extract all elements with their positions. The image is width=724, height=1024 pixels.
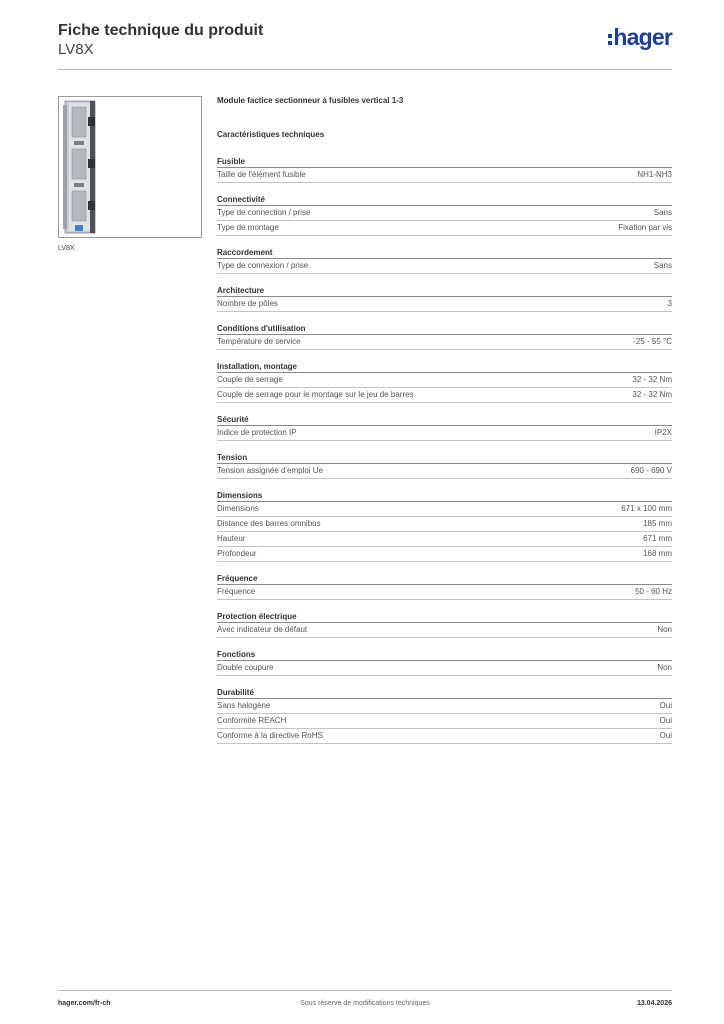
- spec-row: [217, 502, 672, 517]
- spec-value: Non: [657, 663, 672, 672]
- spec-value: 690 - 690 V: [630, 466, 672, 475]
- page-header: [58, 20, 672, 70]
- spec-row: [217, 297, 672, 312]
- spec-label: Type de montage: [217, 223, 279, 232]
- spec-label: Dimensions: [217, 504, 259, 513]
- spec-row: [217, 373, 672, 388]
- spec-row: [217, 714, 672, 729]
- spec-value: Fixation par vis: [618, 223, 672, 232]
- spec-value: Oui: [659, 716, 672, 725]
- spec-row: [217, 388, 672, 403]
- spec-value: 32 - 32 Nm: [632, 375, 672, 384]
- spec-value: 671 x 100 mm: [621, 504, 672, 513]
- spec-row: [217, 517, 672, 532]
- spec-row: [217, 206, 672, 221]
- spec-label: Conforme à la directive RoHS: [217, 731, 323, 740]
- spec-label: Profondeur: [217, 549, 257, 558]
- spec-label: Taille de l'élément fusible: [217, 170, 306, 179]
- spec-group: [217, 572, 672, 600]
- footer-website: hager.com/fr-ch: [58, 1000, 111, 1007]
- spec-value: Oui: [659, 731, 672, 740]
- spec-label: Avec indicateur de défaut: [217, 625, 308, 634]
- spec-group-title: Fréquence: [217, 572, 672, 585]
- spec-row: [217, 661, 672, 676]
- spec-value: 50 - 60 Hz: [635, 587, 672, 596]
- spec-group: [217, 489, 672, 562]
- spec-group: [217, 155, 672, 183]
- spec-row: [217, 547, 672, 562]
- product-name: Module factice sectionneur à fusibles vertical 1-3: [217, 96, 404, 105]
- spec-label: Indice de protection IP: [217, 428, 297, 437]
- spec-group-title: Dimensions: [217, 489, 672, 502]
- spec-group-title: Raccordement: [217, 246, 672, 259]
- spec-label: Double coupure: [217, 663, 274, 672]
- spec-label: Conformité REACH: [217, 716, 287, 725]
- footer-disclaimer: Sous réserve de modifications techniques: [300, 1000, 430, 1007]
- spec-label: Type de connexion / prise: [217, 261, 309, 270]
- spec-group-title: Durabilité: [217, 686, 672, 699]
- spec-group: [217, 648, 672, 676]
- spec-value: 32 - 32 Nm: [632, 390, 672, 399]
- spec-group: [217, 610, 672, 638]
- spec-group: [217, 686, 672, 744]
- spec-row: [217, 335, 672, 350]
- spec-value: 185 mm: [643, 519, 672, 528]
- document-title: Fiche technique du produit: [58, 22, 264, 39]
- spec-group-title: Protection électrique: [217, 610, 672, 623]
- spec-row: [217, 623, 672, 638]
- spec-group: [217, 193, 672, 236]
- spec-label: Distance des barres omnibus: [217, 519, 321, 528]
- fuse-module-illustration: [59, 97, 201, 237]
- spec-row: [217, 729, 672, 744]
- specifications-panel: [217, 96, 672, 744]
- spec-label: Type de connection / prise: [217, 208, 311, 217]
- spec-row: [217, 464, 672, 479]
- spec-group: [217, 284, 672, 312]
- spec-value: Sans: [653, 208, 672, 217]
- logo-dots-icon: [608, 34, 612, 45]
- spec-group-title: Architecture: [217, 284, 672, 297]
- spec-row: [217, 259, 672, 274]
- spec-group-title: Installation, montage: [217, 360, 672, 373]
- spec-group-title: Tension: [217, 451, 672, 464]
- spec-group-title: Connectivité: [217, 193, 672, 206]
- spec-value: Oui: [659, 701, 672, 710]
- spec-label: Couple de serrage: [217, 375, 283, 384]
- spec-value: Non: [657, 625, 672, 634]
- specs-groups: [217, 155, 672, 744]
- spec-row: [217, 168, 672, 183]
- spec-label: Tension assignée d'emploi Ue: [217, 466, 324, 475]
- spec-value: 671 mm: [643, 534, 672, 543]
- spec-row: [217, 699, 672, 714]
- spec-value: Sans: [653, 261, 672, 270]
- spec-group-title: Sécurité: [217, 413, 672, 426]
- spec-value: -25 - 55 °C: [633, 337, 672, 346]
- spec-label: Température de service: [217, 337, 301, 346]
- logo-text: hager: [613, 24, 672, 50]
- document-subtitle: LV8X: [58, 41, 94, 58]
- footer-date: 13.04.2026: [636, 1000, 672, 1007]
- spec-group: [217, 360, 672, 403]
- spec-label: Fréquence: [217, 587, 256, 596]
- specs-section-title: Caractéristiques techniques: [217, 130, 325, 139]
- spec-group-title: Conditions d'utilisation: [217, 322, 672, 335]
- spec-group-title: Fusible: [217, 155, 672, 168]
- spec-group-title: Fonctions: [217, 648, 672, 661]
- spec-group: [217, 322, 672, 350]
- spec-row: [217, 532, 672, 547]
- spec-row: [217, 585, 672, 600]
- spec-row: [217, 426, 672, 441]
- product-caption: LV8X: [58, 245, 75, 252]
- spec-label: Hauteur: [217, 534, 246, 543]
- spec-value: 168 mm: [643, 549, 672, 558]
- spec-label: Nombre de pôles: [217, 299, 278, 308]
- spec-group: [217, 413, 672, 441]
- spec-row: [217, 221, 672, 236]
- product-image: [58, 96, 202, 238]
- spec-group: [217, 451, 672, 479]
- spec-label: Couple de serrage pour le montage sur le jeu de barres: [217, 390, 414, 399]
- spec-value: 3: [667, 299, 672, 308]
- spec-value: NH1-NH3: [637, 170, 672, 179]
- spec-label: Sans halogène: [217, 701, 271, 710]
- page-footer: [58, 990, 672, 1014]
- hager-logo: [608, 26, 672, 49]
- spec-group: [217, 246, 672, 274]
- spec-value: IP2X: [654, 428, 672, 437]
